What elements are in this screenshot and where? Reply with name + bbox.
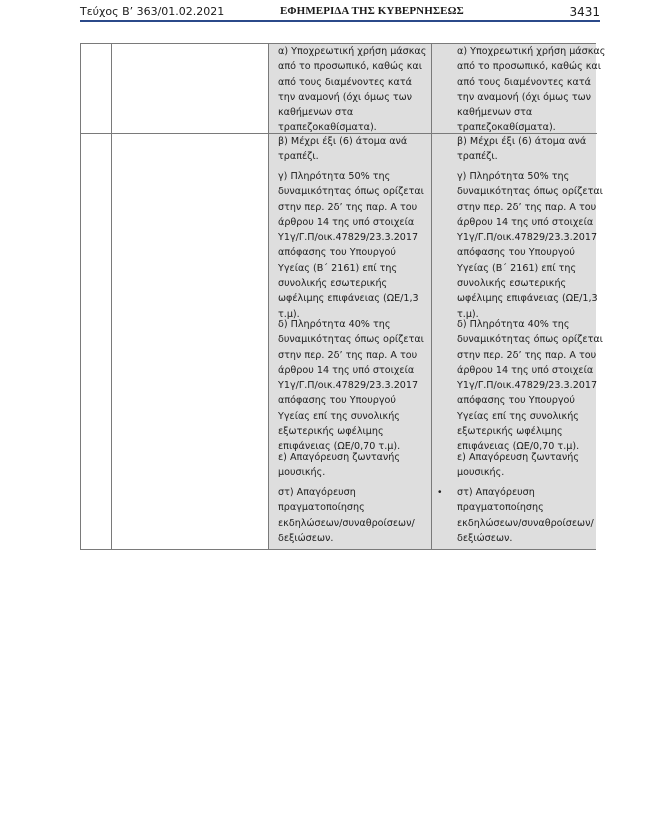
- text-line: πραγματοποίησης: [278, 502, 365, 514]
- text-line: απόφασης του Υπουργού: [278, 395, 396, 407]
- column-divider-1: [111, 44, 112, 549]
- right-item-c: [457, 169, 607, 322]
- left-item-st: [278, 485, 428, 546]
- text-line: άρθρου 14 της υπό στοιχεία: [278, 364, 415, 376]
- text-line: β) Μέχρι έξι (6) άτομα ανά: [457, 136, 587, 147]
- text-line: την αναμονή (όχι όμως των: [278, 91, 413, 103]
- text-line: από το προσωπικό, καθώς και: [457, 61, 601, 73]
- text-line: επιφάνειας (ΩΕ/0,70 τ.μ).: [457, 441, 580, 453]
- text-line: απόφασης του Υπουργού: [457, 395, 575, 407]
- text-line: στ) Απαγόρευση: [278, 487, 356, 498]
- page-header: [80, 5, 600, 21]
- text-line: την αναμονή (όχι όμως των: [457, 91, 592, 103]
- text-line: τ.μ).: [457, 308, 479, 320]
- text-line: στην περ. 2δ’ της παρ. Α του: [278, 349, 418, 361]
- text-line: από τους διαμένοντες κατά: [278, 76, 412, 88]
- text-line: εκδηλώσεων/συναθροίσεων/: [457, 517, 594, 529]
- left-item-a: [278, 44, 428, 136]
- text-line: καθήμενων στα: [457, 107, 533, 119]
- text-line: πραγματοποίησης: [457, 502, 544, 514]
- text-line: στ) Απαγόρευση: [457, 487, 535, 498]
- right-item-d: [457, 317, 607, 455]
- text-line: εξωτερικής ωφέλιμης: [278, 426, 384, 438]
- text-line: Υγείας (Β΄ 2161) επί της: [278, 262, 398, 274]
- text-line: επιφάνειας (ΩΕ/0,70 τ.μ).: [278, 441, 401, 453]
- text-line: δ) Πληρότητα 40% της: [278, 319, 391, 330]
- text-line: Υ1γ/Γ.Π/οικ.47829/23.3.2017: [278, 232, 419, 244]
- text-line: α) Υποχρεωτική χρήση μάσκας: [457, 46, 606, 57]
- text-line: ωφέλιμης επιφάνειας (ΩΕ/1,3: [278, 293, 419, 305]
- text-line: συνολικής εσωτερικής: [457, 278, 567, 290]
- text-line: ε) Απαγόρευση ζωντανής: [278, 452, 401, 463]
- text-line: α) Υποχρεωτική χρήση μάσκας: [278, 46, 427, 57]
- left-item-b: [278, 134, 428, 165]
- left-item-e: [278, 450, 428, 481]
- text-line: δ) Πληρότητα 40% της: [457, 319, 570, 330]
- right-item-b: [457, 134, 607, 165]
- header-rule: [80, 20, 600, 22]
- text-line: στην περ. 2δ’ της παρ. Α του: [457, 201, 597, 213]
- issue-number: Τεύχος Β’ 363/01.02.2021: [80, 5, 225, 18]
- text-line: από το προσωπικό, καθώς και: [278, 61, 422, 73]
- text-line: δυναμικότητας όπως ορίζεται: [457, 186, 603, 198]
- right-item-e: [457, 450, 607, 481]
- measures-table: [80, 43, 606, 550]
- right-item-st: [457, 485, 607, 546]
- text-line: μουσικής.: [457, 467, 505, 479]
- text-line: γ) Πληρότητα 50% της: [457, 171, 570, 182]
- text-line: Υ1γ/Γ.Π/οικ.47829/23.3.2017: [278, 380, 419, 392]
- text-line: β) Μέχρι έξι (6) άτομα ανά: [278, 136, 408, 147]
- text-line: απόφασης του Υπουργού: [278, 247, 396, 259]
- page-number: 3431: [569, 5, 600, 19]
- right-item-a: [457, 44, 607, 136]
- text-line: Υγείας επί της συνολικής: [457, 410, 579, 422]
- bullet-marker: •: [438, 487, 442, 498]
- text-line: εξωτερικής ωφέλιμης: [457, 426, 563, 438]
- text-line: άρθρου 14 της υπό στοιχεία: [278, 216, 415, 228]
- text-line: από τους διαμένοντες κατά: [457, 76, 591, 88]
- gazette-title: ΕΦΗΜΕΡΙΔΑ ΤΗΣ ΚΥΒΕΡΝΗΣΕΩΣ: [280, 5, 464, 17]
- text-line: Υ1γ/Γ.Π/οικ.47829/23.3.2017: [457, 232, 598, 244]
- left-item-c: [278, 169, 428, 322]
- text-line: δυναμικότητας όπως ορίζεται: [278, 186, 424, 198]
- column-divider-2: [268, 44, 269, 549]
- text-line: συνολικής εσωτερικής: [278, 278, 388, 290]
- text-line: ε) Απαγόρευση ζωντανής: [457, 452, 580, 463]
- text-line: τραπεζοκαθίσματα).: [278, 122, 377, 134]
- text-line: τ.μ).: [278, 308, 300, 320]
- text-line: Υγείας επί της συνολικής: [278, 410, 400, 422]
- column-divider-3: [431, 44, 432, 549]
- text-line: δεξιώσεων.: [278, 532, 334, 544]
- text-line: εκδηλώσεων/συναθροίσεων/: [278, 517, 415, 529]
- text-line: στην περ. 2δ’ της παρ. Α του: [278, 201, 418, 213]
- text-line: ωφέλιμης επιφάνειας (ΩΕ/1,3: [457, 293, 598, 305]
- text-line: μουσικής.: [278, 467, 326, 479]
- text-line: γ) Πληρότητα 50% της: [278, 171, 391, 182]
- text-line: άρθρου 14 της υπό στοιχεία: [457, 216, 594, 228]
- text-line: Υγείας (Β΄ 2161) επί της: [457, 262, 577, 274]
- text-line: δυναμικότητας όπως ορίζεται: [278, 334, 424, 346]
- text-line: δυναμικότητας όπως ορίζεται: [457, 334, 603, 346]
- text-line: Υ1γ/Γ.Π/οικ.47829/23.3.2017: [457, 380, 598, 392]
- text-line: στην περ. 2δ’ της παρ. Α του: [457, 349, 597, 361]
- left-item-d: [278, 317, 428, 455]
- text-line: τραπέζι.: [457, 151, 498, 163]
- text-line: τραπέζι.: [278, 151, 319, 163]
- text-line: δεξιώσεων.: [457, 532, 513, 544]
- text-line: άρθρου 14 της υπό στοιχεία: [457, 364, 594, 376]
- text-line: απόφασης του Υπουργού: [457, 247, 575, 259]
- text-line: τραπεζοκαθίσματα).: [457, 122, 556, 134]
- text-line: καθήμενων στα: [278, 107, 354, 119]
